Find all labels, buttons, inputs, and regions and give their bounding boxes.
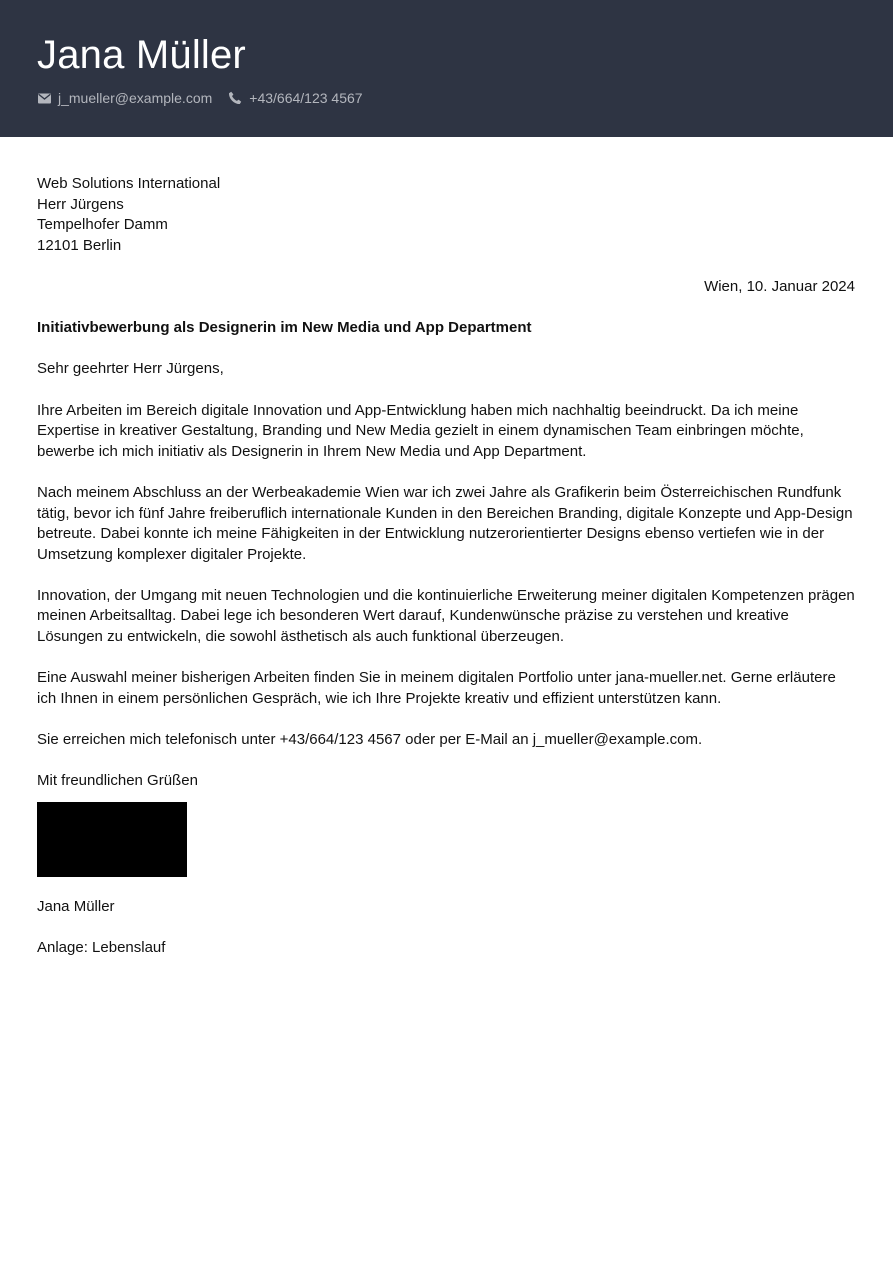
contact-email <box>37 90 212 106</box>
phone-icon <box>228 91 242 105</box>
closing: Mit freundlichen Grüßen <box>37 772 198 790</box>
letter-body <box>37 174 855 979</box>
letter-date: Wien, 10. Januar 2024 <box>704 277 855 295</box>
attachment-note: Anlage: Lebenslauf <box>37 939 166 956</box>
signature-name: Jana Müller <box>37 897 115 915</box>
paragraph-contact: Sie erreichen mich telefonisch unter +43/664/123 4567 oder per E-Mail an j_mueller@example.com. <box>37 731 703 749</box>
contact-row <box>37 88 379 108</box>
contact-phone <box>228 90 362 106</box>
letter-subject: Initiativbewerbung als Designerin im New Media und App Department <box>37 319 532 337</box>
paragraph-experience: Nach meinem Abschluss an der Werbeakademie Wien war ich zwei Jahre als Grafikerin beim Österreichischen Rundfunk tätig, bevor ich fünf Jahre freiberuflich internationale Kunden in den Bereichen Branding, digitale Konzepte und App-Design betreute. Dabei konnte ich meine Fähigkeiten in der Entwicklung nutzerorientierter Designs ebenso vertiefen wie in der Umsetzung komplexer digitaler Projekte. <box>37 483 853 563</box>
email-text: j_mueller@example.com <box>58 90 213 106</box>
recipient-address <box>37 174 855 256</box>
letter-header <box>0 0 893 137</box>
signature-image <box>37 802 187 877</box>
recipient-street: Tempelhofer Damm <box>37 216 168 234</box>
recipient-city: 12101 Berlin <box>37 236 122 254</box>
phone-text: +43/664/123 4567 <box>249 90 363 106</box>
recipient-company: Web Solutions International <box>37 175 221 192</box>
paragraph-intro: Ihre Arbeiten im Bereich digitale Innovation und App-Entwicklung haben mich nachhaltig beeindruckt. Da ich meine Expertise in kreativer Gestaltung, Branding und New Media gezielt in einem dynamischen Team einbringen möchte, bewerbe ich mich initiativ als Designerin in Ihrem New Media und App Department. <box>37 401 804 460</box>
envelope-icon <box>37 91 51 105</box>
sender-name: Jana Müller <box>37 33 246 77</box>
paragraph-skills: Innovation, der Umgang mit neuen Technologien und die kontinuierliche Erweiterung meiner digitalen Kompetenzen prägen meinen Arbeitsalltag. Dabei lege ich besonderen Wert darauf, Kundenwünsche präzise zu verstehen und kreative Lösungen zu entwickeln, die sowohl ästhetisch als auch funktional überzeugen. <box>37 586 855 646</box>
paragraph-portfolio: Eine Auswahl meiner bisherigen Arbeiten finden Sie in meinem digitalen Portfolio unter jana-mueller.net. Gerne erläutere ich Ihnen in einem persönlichen Gespräch, wie ich Ihre Projekte kreativ und effizient unterstützen kann. <box>37 669 836 707</box>
recipient-contact: Herr Jürgens <box>37 195 124 213</box>
salutation: Sehr geehrter Herr Jürgens, <box>37 360 224 378</box>
